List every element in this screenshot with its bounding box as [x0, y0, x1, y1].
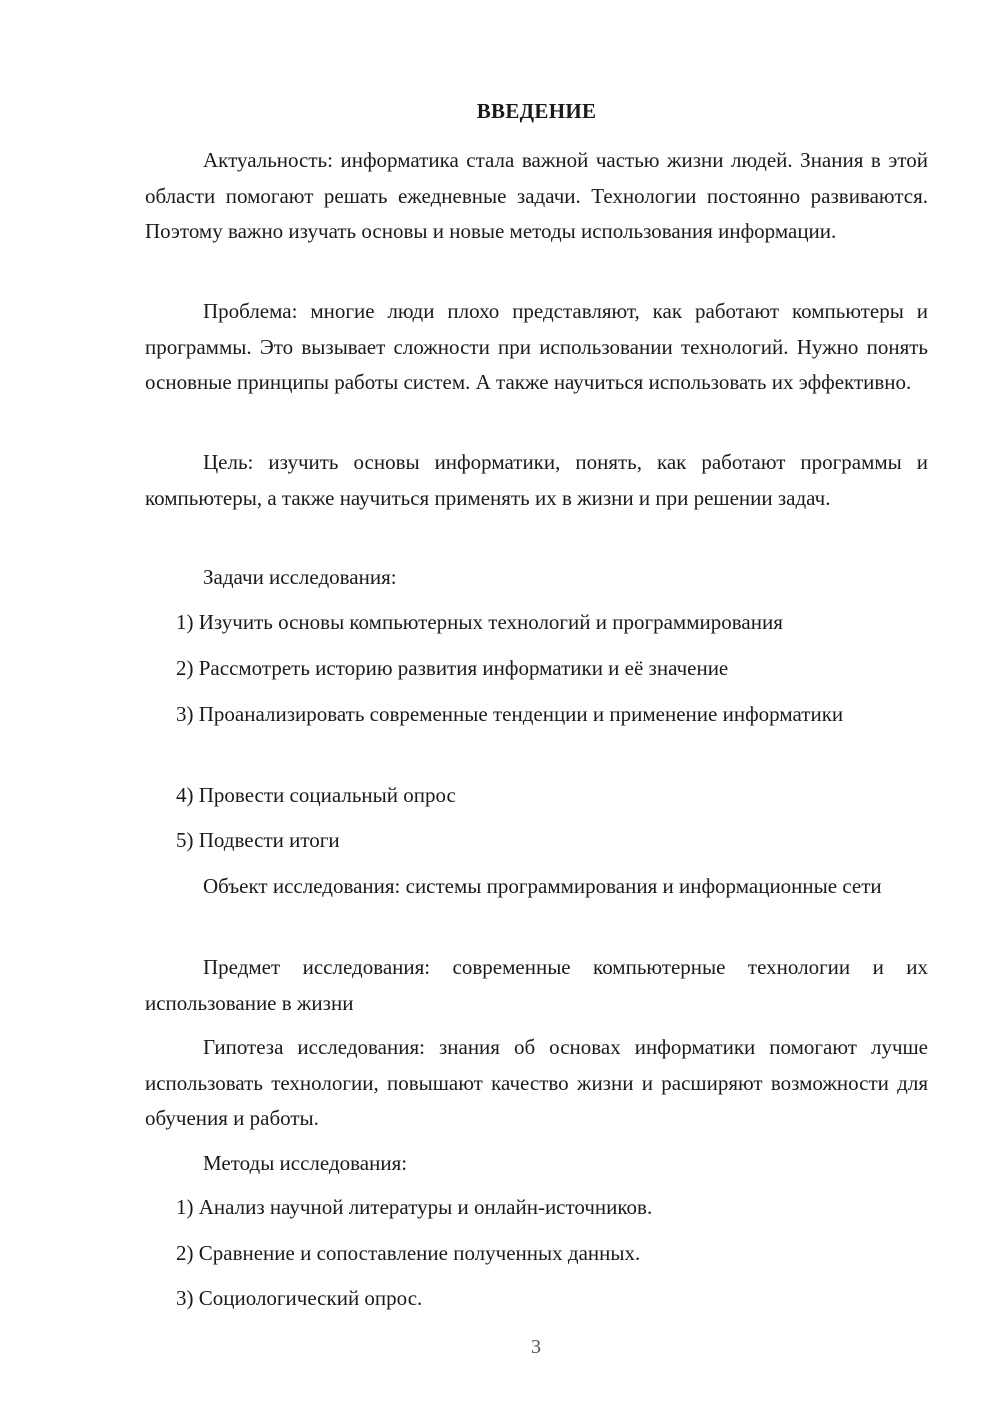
method-item-1: 1) Анализ научной литературы и онлайн-источников.: [176, 1195, 653, 1219]
section-heading: ВВЕДЕНИЕ: [476, 99, 597, 123]
paragraph-problem: Проблема: многие люди плохо представляют, как работают компьютеры и программы. Это вызывает сложности при использовании технологий. Нужно понять основные принципы работы систем. А также научиться использовать их эффективно.: [145, 299, 928, 394]
paragraph-relevance: Актуальность: информатика стала важной частью жизни людей. Знания в этой области помогают решать ежедневные задачи. Технологии постоянно развиваются. Поэтому важно изучать основы и новые методы использования информации.: [145, 148, 928, 243]
paragraph-subject: Предмет исследования: современные компьютерные технологии и их использование в жизни: [145, 955, 928, 1015]
paragraph-hypothesis: Гипотеза исследования: знания об основах информатики помогают лучше использовать технологии, повышают качество жизни и расширяют возможности для обучения и работы.: [145, 1035, 928, 1130]
task-item-3: 3) Проанализировать современные тенденции и применение информатики: [176, 702, 844, 726]
task-item-5: 5) Подвести итоги: [176, 828, 340, 852]
task-item-1: 1) Изучить основы компьютерных технологий и программирования: [176, 610, 783, 634]
paragraph-object: Объект исследования: системы программирования и информационные сети: [203, 874, 882, 898]
task-item-2: 2) Рассмотреть историю развития информатики и её значение: [176, 656, 729, 680]
page-number: 3: [531, 1336, 541, 1358]
paragraph-goal: Цель: изучить основы информатики, понять, как работают программы и компьютеры, а также научиться применять их в жизни и при решении задач.: [145, 450, 928, 510]
tasks-title: Задачи исследования:: [203, 565, 397, 589]
method-item-2: 2) Сравнение и сопоставление полученных данных.: [176, 1241, 641, 1265]
task-item-4: 4) Провести социальный опрос: [176, 783, 456, 807]
method-item-3: 3) Социологический опрос.: [176, 1286, 423, 1310]
methods-title: Методы исследования:: [203, 1151, 408, 1175]
